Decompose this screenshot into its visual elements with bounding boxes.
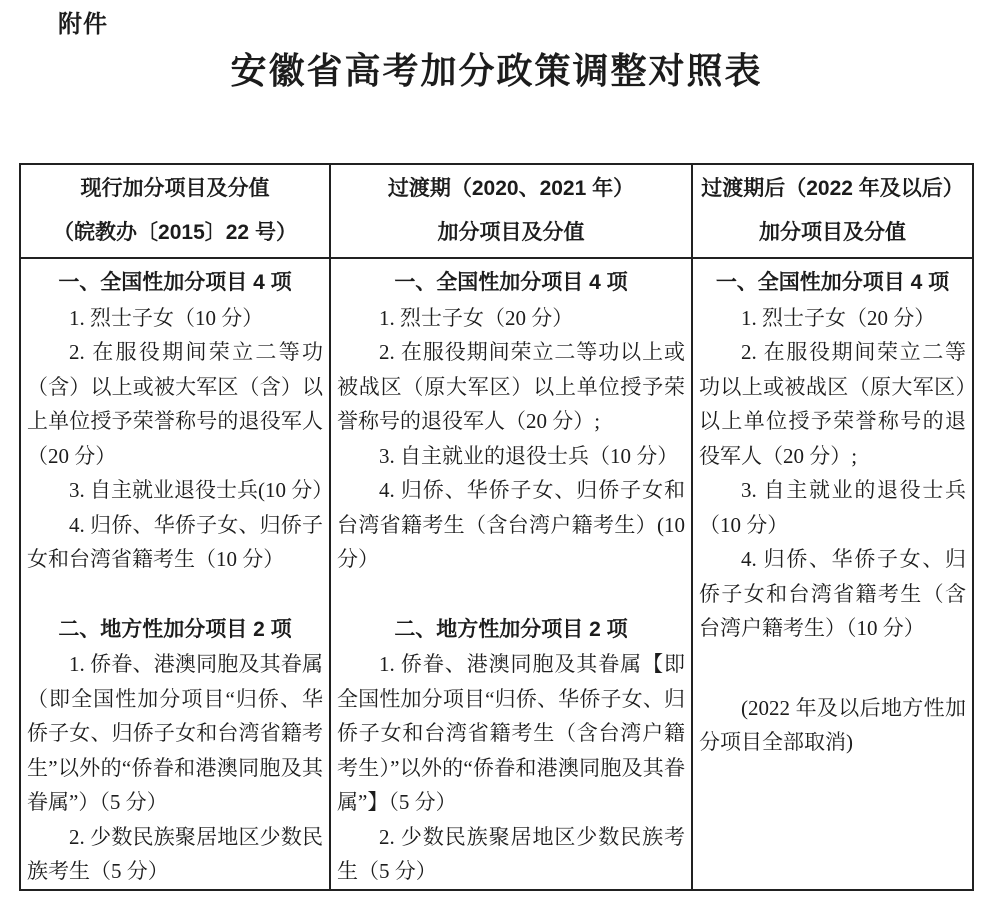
- policy-item: 2. 少数民族聚居地区少数民族考生（5 分）: [337, 824, 685, 883]
- page-title: 安徽省高考加分政策调整对照表: [230, 51, 763, 91]
- body-cell-post-transition: [692, 258, 973, 890]
- section-heading-local: 二、地方性加分项目 2 项: [58, 617, 292, 641]
- header-line: 加分项目及分值: [759, 221, 906, 244]
- header-line: 现行加分项目及分值: [80, 177, 270, 200]
- policy-item: 1. 烈士子女（10 分）: [69, 305, 264, 330]
- policy-item: 4. 归侨、华侨子女、归侨子女和台湾省籍考生（含台湾户籍考生）（10 分）: [699, 547, 966, 640]
- policy-item: 1. 烈士子女（20 分）: [379, 305, 574, 330]
- header-cell-current: [20, 164, 330, 258]
- policy-item: 2. 少数民族聚居地区少数民族考生（5 分）: [27, 824, 323, 883]
- policy-item: 2. 在服役期间荣立二等功以上或被战区（原大军区）以上单位授予荣誉称号的退役军人（20 分）;: [699, 340, 966, 468]
- section-heading-national: 一、全国性加分项目 4 项: [715, 271, 950, 294]
- section-heading-local: 二、地方性加分项目 2 项: [394, 617, 628, 641]
- policy-item: 3. 自主就业的退役士兵（10 分）: [699, 478, 966, 537]
- policy-item: 4. 归侨、华侨子女、归侨子女和台湾省籍考生（含台湾户籍考生）(10 分）: [337, 478, 685, 571]
- header-line: 加分项目及分值: [437, 221, 585, 244]
- section-heading-national: 一、全国性加分项目 4 项: [58, 271, 292, 294]
- policy-item: 2. 在服役期间荣立二等功以上或被战区（原大军区）以上单位授予荣誉称号的退役军人（20 分）;: [337, 340, 685, 433]
- policy-item: 4. 归侨、华侨子女、归侨子女和台湾省籍考生（10 分）: [27, 512, 323, 571]
- header-line: （皖教办〔2015〕22 号）: [53, 221, 297, 244]
- body-cell-transition: [330, 258, 692, 890]
- policy-item: 3. 自主就业的退役士兵（10 分）: [379, 443, 679, 468]
- header-line: 过渡期后（2022 年及以后）: [701, 177, 964, 200]
- policy-comparison-table: [19, 163, 974, 891]
- policy-item: 3. 自主就业退役士兵(10 分）: [69, 478, 334, 502]
- table-body-row: [20, 258, 973, 890]
- policy-item: 1. 烈士子女（20 分）: [741, 305, 936, 330]
- section-heading-national: 一、全国性加分项目 4 项: [394, 271, 628, 294]
- attachment-label: 附件: [58, 11, 108, 38]
- cancellation-note: (2022 年及以后地方性加分项目全部取消): [699, 695, 966, 754]
- header-cell-post-transition: [692, 164, 973, 258]
- body-cell-current: [20, 258, 334, 890]
- policy-item: 2. 在服役期间荣立二等功（含）以上或被大军区（含）以上单位授予荣誉称号的退役军人（20 分）: [27, 340, 323, 468]
- header-line: 过渡期（2020、2021 年）: [387, 177, 635, 200]
- table-header-row: [20, 164, 973, 258]
- header-cell-transition: [330, 164, 692, 258]
- policy-item: 1. 侨眷、港澳同胞及其眷属【即全国性加分项目“归侨、华侨子女、归侨子女和台湾省籍考生（含台湾户籍考生）”以外的“侨眷和港澳同胞及其眷属”】（5 分）: [337, 652, 685, 814]
- policy-item: 1. 侨眷、港澳同胞及其眷属（即全国性加分项目“归侨、华侨子女、归侨子女和台湾省籍考生”以外的“侨眷和港澳同胞及其眷属”）（5 分）: [27, 652, 323, 814]
